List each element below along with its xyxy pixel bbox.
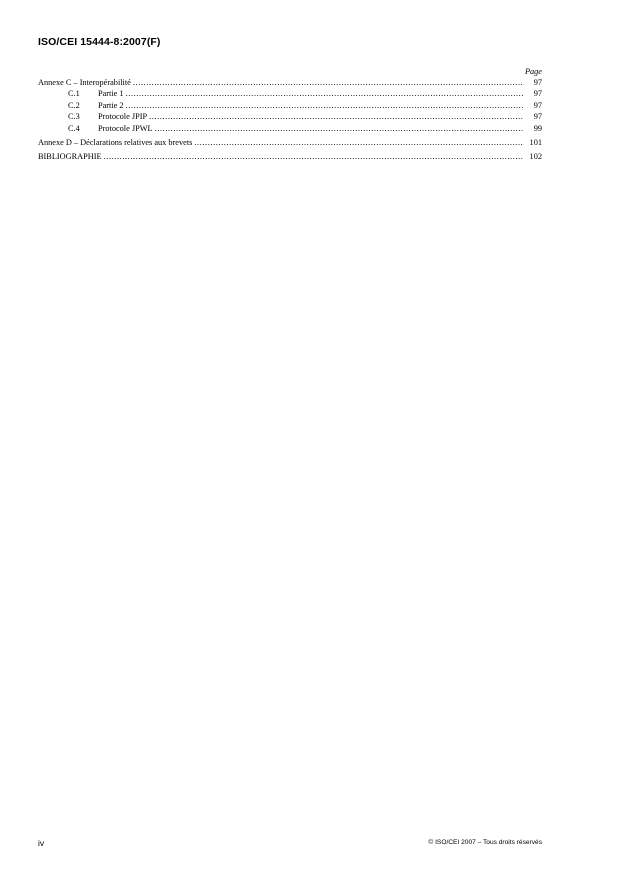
toc-entry-c2[interactable] — [38, 100, 542, 111]
dot-leader — [149, 111, 524, 122]
toc-entry-number: C.4 — [68, 123, 80, 133]
toc-entry-page: 97 — [533, 78, 542, 87]
toc-entry-annexe-d[interactable] — [38, 137, 542, 148]
toc-entry-c4[interactable] — [38, 123, 542, 134]
toc-entry-label: Protocole JPIP — [98, 112, 148, 122]
toc-entry-c3[interactable] — [38, 111, 542, 122]
toc-entry-page: 101 — [529, 137, 542, 147]
toc-entry-c1[interactable] — [38, 88, 542, 99]
dot-leader — [155, 123, 524, 134]
dot-leader — [194, 137, 524, 148]
toc-entry-page: 97 — [533, 89, 542, 99]
table-of-contents — [38, 66, 542, 162]
toc-entry-label: Partie 1 — [98, 89, 124, 99]
toc-entry-label: Partie 2 — [98, 100, 124, 110]
dot-leader — [126, 88, 524, 99]
dot-leader — [133, 77, 524, 88]
toc-entry-label: Protocole JPWL — [98, 123, 153, 133]
toc-entry-page: 99 — [533, 123, 542, 133]
toc-entry-label: Annexe C – Interopérabilité — [38, 78, 131, 87]
toc-entry-label: BIBLIOGRAPHIE — [38, 151, 102, 161]
toc-entry-page: 102 — [529, 151, 542, 161]
toc-entry-number: C.2 — [68, 100, 80, 110]
footer-copyright: © ISO/CEI 2007 – Tous droits réservés — [428, 839, 542, 846]
footer-page-number: iv — [38, 838, 45, 848]
dot-leader — [104, 151, 524, 162]
dot-leader — [126, 100, 524, 111]
toc-entry-page: 97 — [533, 100, 542, 110]
toc-entry-number: C.1 — [68, 89, 80, 99]
page-column-label: Page — [524, 67, 542, 76]
toc-entry-label: Annexe D – Déclarations relatives aux brevets — [38, 137, 193, 147]
toc-entry-number: C.3 — [68, 112, 80, 122]
toc-entry-bibliographie[interactable] — [38, 151, 542, 162]
toc-entry-page: 97 — [533, 112, 542, 122]
toc-entry-annexe-c[interactable] — [38, 77, 542, 88]
document-title: ISO/CEI 15444-8:2007(F) — [38, 36, 161, 48]
